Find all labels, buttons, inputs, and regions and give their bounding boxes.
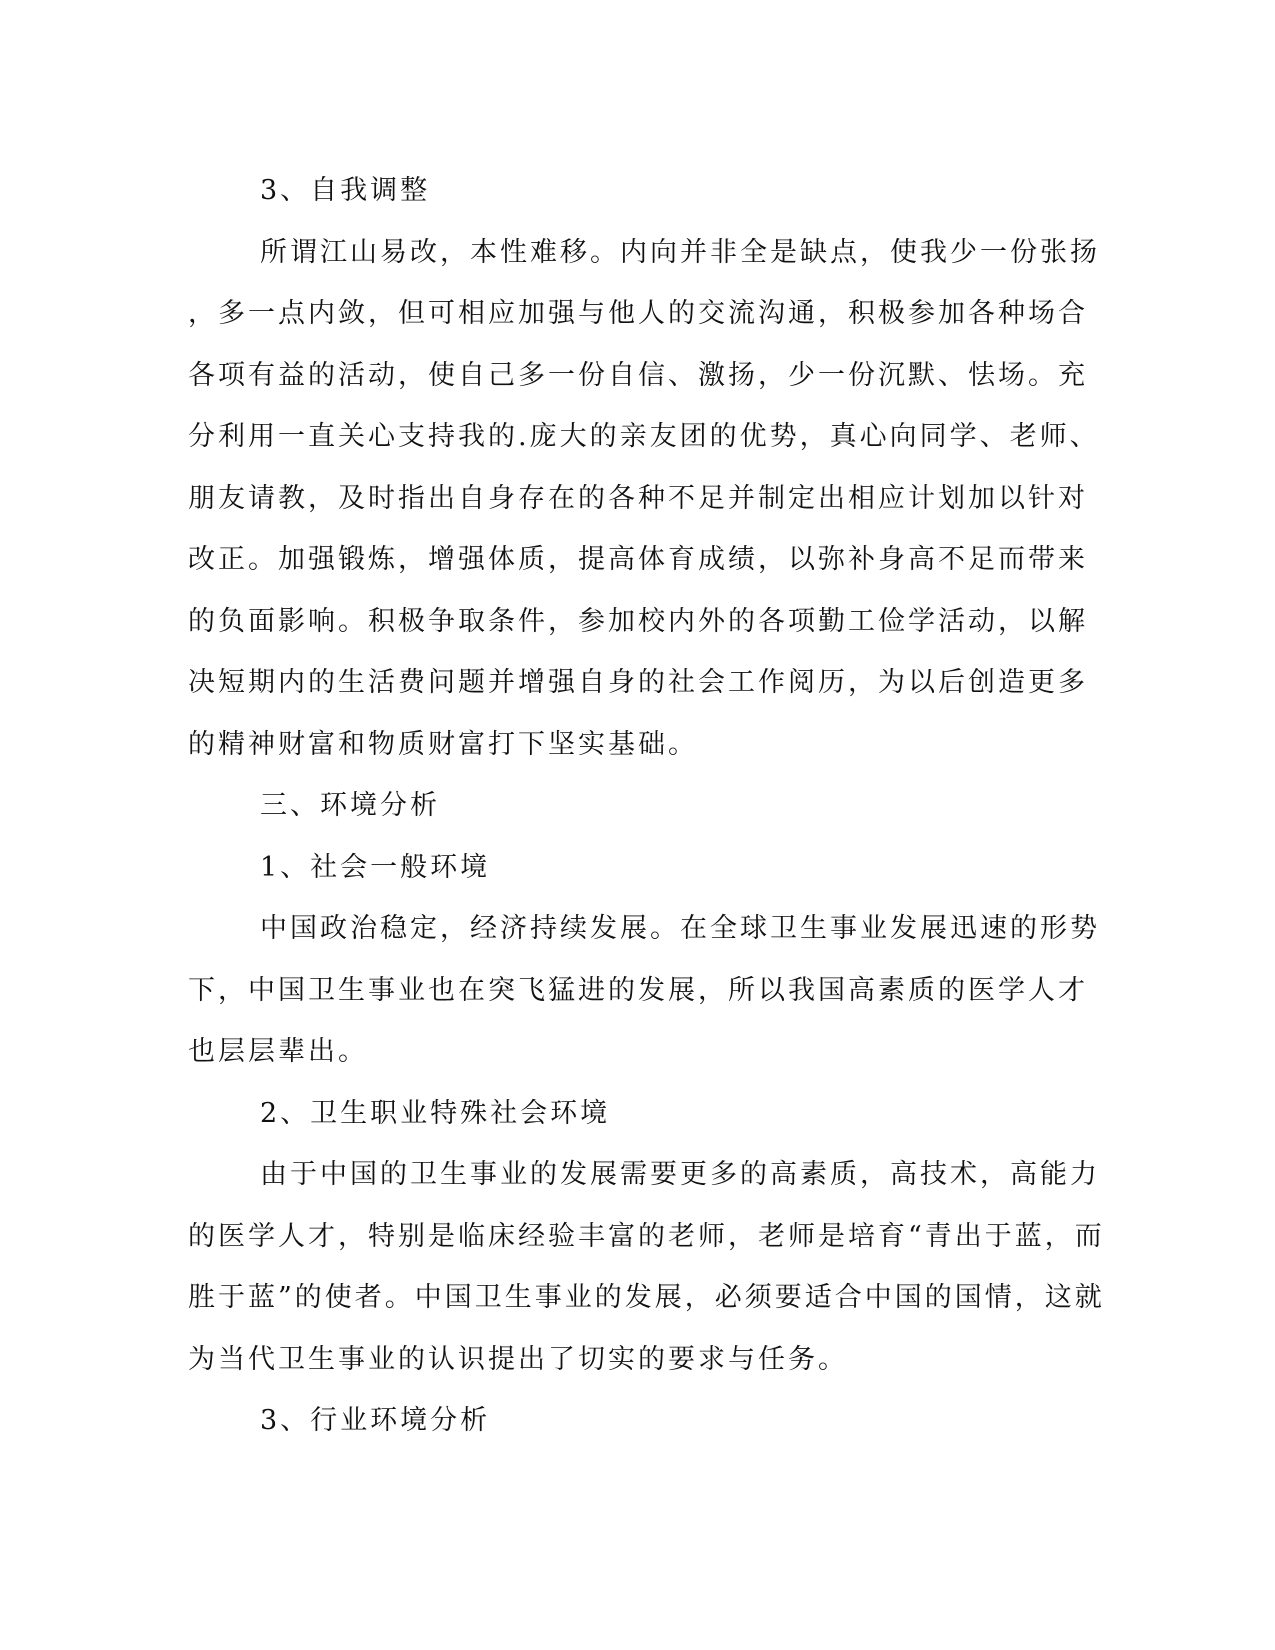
paragraph-line: 的医学人才，特别是临床经验丰富的老师，老师是培育“青出于蓝，而 xyxy=(188,1220,1105,1252)
paragraph-line: 分利用一直关心支持我的.庞大的亲友团的优势，真心向同学、老师、 xyxy=(188,421,1100,452)
heading-text: 3、自我调整 xyxy=(260,175,431,206)
paragraph-line: 朋友请教，及时指出自身存在的各种不足并制定出相应计划加以针对 xyxy=(188,482,1088,514)
heading-text: 2、卫生职业特殊社会环境 xyxy=(260,1097,611,1129)
section-heading xyxy=(188,160,1068,222)
paragraph-line: 中国政治稳定，经济持续发展。在全球卫生事业发展迅速的形势 xyxy=(260,913,1100,944)
paragraph-line: 由于中国的卫生事业的发展需要更多的高素质，高技术，高能力 xyxy=(260,1159,1100,1190)
paragraph-line: 决短期内的生活费问题并增强自身的社会工作阅历，为以后创造更多 xyxy=(188,667,1088,698)
paragraph-line: 下，中国卫生事业也在突飞猛进的发展，所以我国高素质的医学人才 xyxy=(188,974,1088,1006)
section-heading xyxy=(188,1390,1068,1452)
paragraph-line: ，多一点内敛，但可相应加强与他人的交流沟通，积极参加各种场合 xyxy=(188,298,1088,329)
section-heading xyxy=(188,837,1068,899)
heading-text: 3、行业环境分析 xyxy=(260,1405,491,1436)
paragraph xyxy=(188,898,1100,1083)
paragraph-line: 也层层辈出。 xyxy=(188,1036,368,1067)
paragraph-line: 各项有益的活动，使自己多一份自信、激扬，少一份沉默、怯场。充 xyxy=(188,359,1088,391)
heading-text: 三、环境分析 xyxy=(260,790,440,821)
section-heading xyxy=(188,775,1068,837)
paragraph-line: 为当代卫生事业的认识提出了切实的要求与任务。 xyxy=(188,1343,848,1375)
heading-text: 1、社会一般环境 xyxy=(260,851,491,883)
paragraph-line: 胜于蓝”的使者。中国卫生事业的发展，必须要适合中国的国情，这就 xyxy=(188,1282,1105,1313)
paragraph xyxy=(188,1144,1105,1390)
paragraph-line: 改正。加强锻炼，增强体质，提高体育成绩，以弥补身高不足而带来 xyxy=(188,544,1088,575)
paragraph-line: 的负面影响。积极争取条件，参加校内外的各项勤工俭学活动，以解 xyxy=(188,605,1088,637)
paragraph xyxy=(188,222,1100,776)
paragraph-line: 的精神财富和物质财富打下坚实基础。 xyxy=(188,728,698,760)
section-heading xyxy=(188,1083,1068,1145)
document-body xyxy=(188,160,1105,1452)
paragraph-line: 所谓江山易改，本性难移。内向并非全是缺点，使我少一份张扬 xyxy=(260,236,1100,268)
